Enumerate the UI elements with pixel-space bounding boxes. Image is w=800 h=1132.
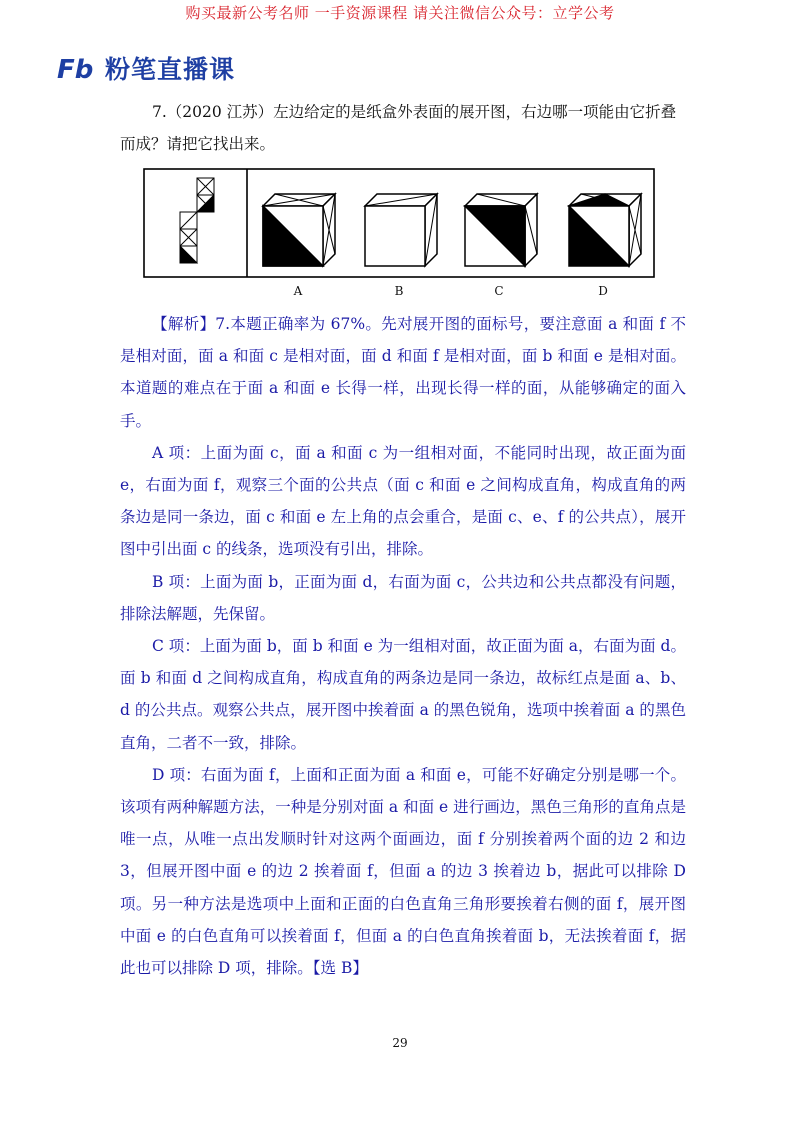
analysis-section [120, 308, 686, 984]
cube-figure [143, 168, 655, 278]
fb-logo-icon [57, 53, 101, 83]
option-b-cube [365, 194, 437, 266]
svg-text:Fb: Fb [57, 55, 94, 83]
page-number: 29 [392, 1036, 408, 1050]
logo-text: 粉笔直播课 [105, 55, 236, 84]
top-banner: 购买最新公考名师 一手资源课程 请关注微信公众号：立学公考 [185, 4, 615, 22]
option-label-d: D [598, 284, 608, 298]
question-line-1: 7.（2020 江苏）左边给定的是纸盒外表面的展开图，右边哪一项能由它折叠 [152, 103, 677, 121]
analysis-option-a: A 项：上面为面 c，面 a 和面 c 为一组相对面，不能同时出现，故正面为面 e，右面为面 f，观察三个面的公共点（面 c 和面 e 之间构成直角，构成直角的两条边是同一条边，面 c 和面 e 左上角的点会重合，是面 c、e、f 的公共点），展开图中引出面 c 的线条，选项没有引出，排除。 [120, 443, 686, 559]
question-text [120, 96, 680, 160]
analysis-option-c: C 项：上面为面 b，面 b 和面 e 为一组相对面，故正面为面 a，右面为面 d。面 b 和面 d 之间构成直角，构成直角的两条边是同一条边，故标红点是面 a、b、d 的公共点。观察公共点，展开图中挨着面 a 的黑色锐角，选项中挨着面 a 的黑色直角，二者不一致，排除。 [120, 637, 686, 752]
option-label-b: B [394, 284, 404, 298]
option-a-cube [263, 194, 335, 266]
fenbi-logo [57, 48, 235, 88]
analysis-intro: 【解析】7.本题正确率为 67%。先对展开图的面标号，要注意面 a 和面 f 不是相对面，面 a 和面 c 是相对面，面 d 和面 f 是相对面，面 b 和面 e 是相对面。本道题的难点在于面 a 和面 e 长得一样，出现长得一样的面，从能够确定的面入手。 [120, 315, 686, 430]
option-label-a: A [293, 284, 303, 298]
net-diagram [180, 178, 214, 263]
option-d-cube [569, 194, 641, 266]
analysis-option-b: B 项：上面为面 b，正面为面 d，右面为面 c，公共边和公共点都没有问题，排除法解题，先保留。 [120, 572, 686, 623]
option-label-c: C [494, 284, 504, 298]
option-c-cube [465, 194, 537, 266]
analysis-option-d: D 项：右面为面 f，上面和正面为面 a 和面 e，可能不好确定分别是哪一个。该项有两种解题方法，一种是分别对面 a 和面 e 进行画边，黑色三角形的直角点是唯一点，从唯一点出发顺时针对这两个面画边，面 f 分别挨着两个面的边 2 和边 3，但展开图中面 e 的边 2 挨着面 f，但面 a 的边 3 挨着边 b，据此可以排除 D 项。另一种方法是选项中上面和正面的白色直角三角形要挨着右侧的面 f，展开图中面 e 的白色直角可以挨着面 f，但面 a 的白色直角挨着面 b，无法挨着面 f，据此也可以排除 D 项，排除。【选 B】 [120, 765, 686, 978]
question-line-2: 而成？请把它找出来。 [120, 135, 276, 153]
